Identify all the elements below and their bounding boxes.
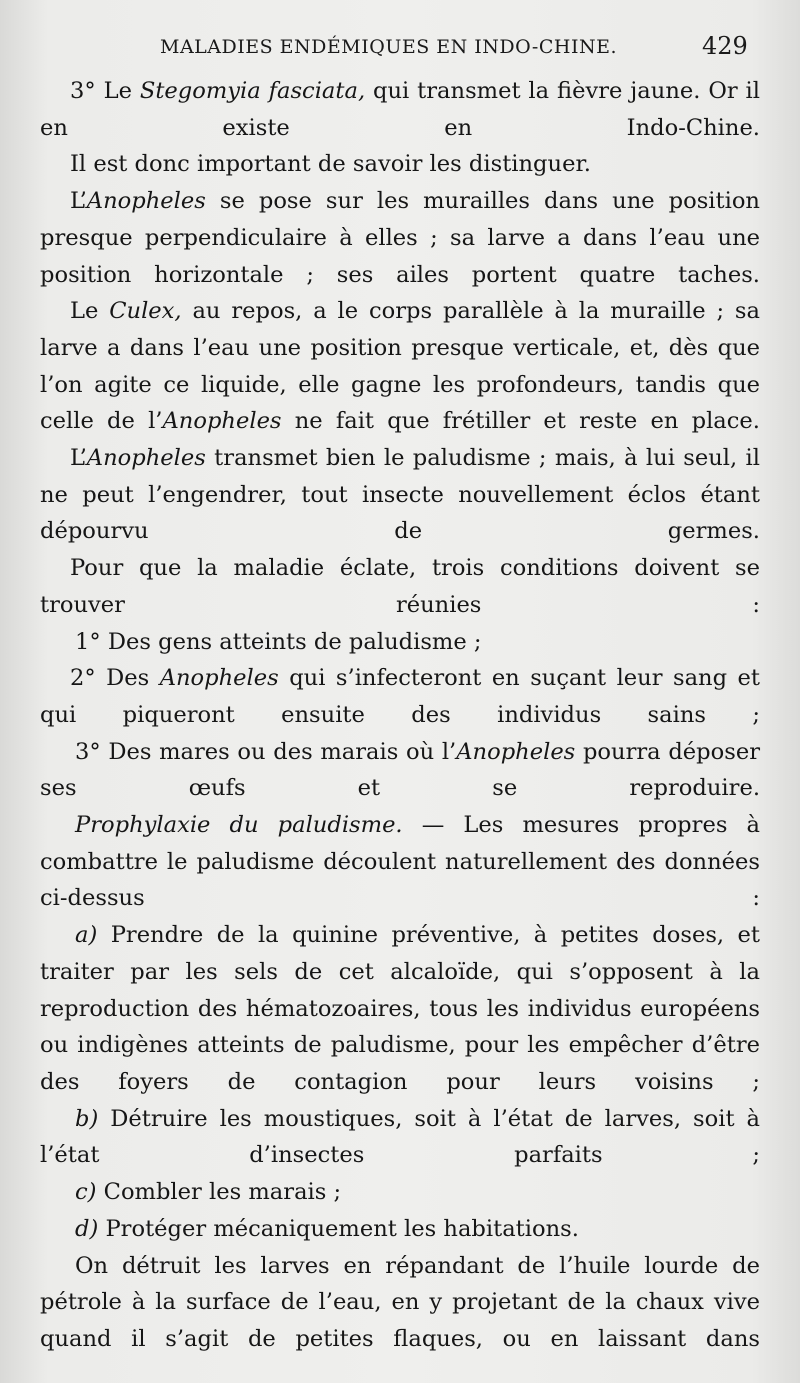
paragraph-stegomyia [40, 73, 760, 146]
page-number: 429 [702, 32, 748, 60]
text-run: transmet bien le paludisme ; mais, à lui seul, il ne peut l’engendrer, tout insecte nouvellement éclos étant dépourvu de germes. [40, 445, 760, 545]
measure-d [40, 1211, 760, 1248]
measure-a [40, 917, 760, 1101]
paragraph-anopheles-transmits [40, 440, 760, 550]
paragraph-distinguish: Il est donc important de savoir les distinguer. [70, 151, 591, 178]
text-run: qui s’infecteront en suçant leur sang et qui piqueront ensuite des individus sains ; [40, 665, 760, 728]
text-run: au repos, a le corps parallèle à la muraille ; sa larve a dans l’eau une position presque verticale, et, dès que l’on agite ce liquide, elle gagne les profondeurs, tandis que celle de l’ [40, 298, 760, 435]
measure-b [40, 1101, 760, 1174]
measure-c [40, 1174, 760, 1211]
paragraph-larvae: On détruit les larves en répandant de l’huile lourde de pétrole à la surface de l’eau, en y projetant de la chaux vive quand il s’agit de petites flaques, ou en laissant dans [40, 1252, 760, 1352]
list-marker: d) [75, 1215, 99, 1242]
list-marker: c) [75, 1179, 97, 1206]
text-run: se pose sur les murailles dans une position presque perpendiculaire à elles ; sa larve a dans l’eau une position horizontale ; ses ailes portent quatre taches. [40, 188, 760, 288]
text-run: ne fait que frétiller et reste en place. [281, 408, 760, 435]
condition-1: 1° Des gens atteints de paludisme ; [75, 628, 482, 655]
species-name: Anopheles [86, 188, 206, 215]
text-run: qui transmet la fièvre jaune. Or il en existe en Indo-Chine. [40, 78, 760, 141]
body-text [40, 73, 760, 1358]
text-run: 3° Le [70, 78, 140, 104]
text-run: Le [70, 298, 110, 325]
paragraph-conditions: Pour que la maladie éclate, trois conditions doivent se trouver réunies : [40, 555, 760, 618]
condition-3 [40, 734, 760, 807]
text-run: Combler les marais ; [96, 1179, 342, 1206]
list-marker: a) [75, 922, 98, 949]
running-title: MALADIES ENDÉMIQUES EN INDO-CHINE. [160, 36, 617, 58]
text-run: Protéger mécaniquement les habitations. [98, 1215, 579, 1242]
text-run: 3° Des mares ou des marais où l’ [75, 738, 457, 765]
text-run: Détruire les moustiques, soit à l’état de larves, soit à l’état d’insectes parfaits ; [40, 1105, 760, 1169]
list-marker: b) [75, 1105, 99, 1132]
text-run: 2° Des [70, 665, 160, 692]
paragraph-anopheles-position [40, 183, 760, 293]
section-heading: Prophylaxie du paludisme. [75, 812, 403, 839]
condition-2 [40, 660, 760, 733]
species-name: Stegomyia fasciata, [139, 78, 366, 104]
paragraph-prophylaxie [40, 807, 760, 917]
species-name: Anopheles [159, 665, 279, 692]
text-run: L’ [70, 445, 87, 472]
page-header [0, 30, 800, 70]
species-name: Culex, [109, 298, 182, 325]
text-run: — Les mesures propres à combattre le paludisme découlent naturellement des données ci-dessus : [40, 812, 760, 912]
text-run: pourra déposer ses œufs et se reproduire. [40, 738, 760, 802]
species-name: Anopheles [86, 445, 206, 472]
species-name: Anopheles [456, 738, 576, 765]
text-run: Prendre de la quinine préventive, à petites doses, et traiter par les sels de cet alcaloïde, qui s’opposent à la reproduction des hématozoaires, tous les individus européens ou indigènes atteints de paludisme, pour les empêcher d’être des foyers de contagion pour leurs voisins ; [40, 922, 760, 1095]
text-run: L’ [70, 188, 87, 215]
species-name: Anopheles [162, 408, 282, 435]
paragraph-culex [40, 293, 760, 440]
